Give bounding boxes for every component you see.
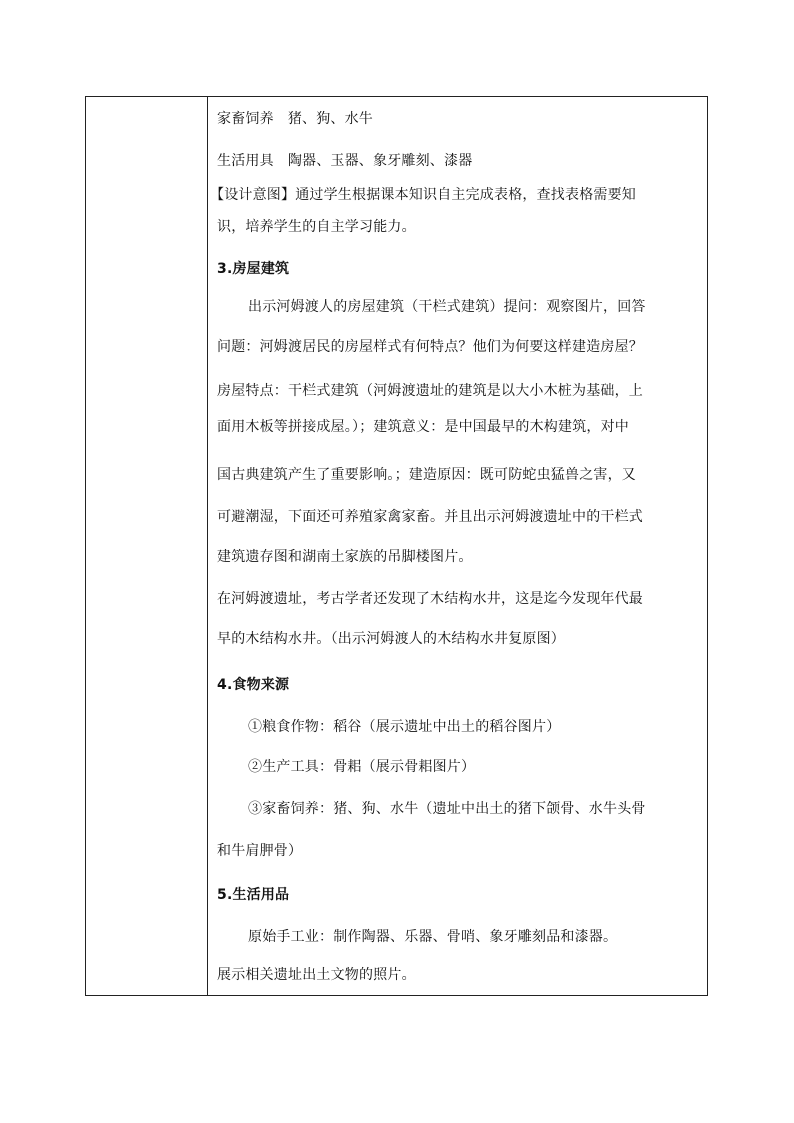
food-item-grain: ①粮食作物：稻谷（展示遗址中出土的稻谷图片） xyxy=(248,719,561,735)
food-item-livestock-line-2: 和牛肩胛骨） xyxy=(217,843,303,859)
housing-paragraph-2-line-3: 国古典建筑产生了重要影响。；建造原因：既可防蛇虫猛兽之害，又 xyxy=(217,467,636,483)
section-heading-food: 4.食物来源 xyxy=(217,677,290,693)
table-right-cell xyxy=(208,97,707,995)
table-left-cell xyxy=(86,97,208,995)
section-heading-daily-goods: 5.生活用品 xyxy=(217,887,290,903)
livestock-value: 猪、狗、水牛 xyxy=(287,111,374,127)
daily-tools-value: 陶器、玉器、象牙雕刻、漆器 xyxy=(287,153,473,169)
section-heading-housing: 3.房屋建筑 xyxy=(217,261,290,277)
housing-paragraph-1-line-2: 问题：河姆渡居民的房屋样式有何特点？他们为何要这样建造房屋？ xyxy=(217,339,643,355)
handicraft-line: 原始手工业：制作陶器、乐器、骨哨、象牙雕刻品和漆器。 xyxy=(248,929,618,945)
content-table xyxy=(85,96,708,996)
design-intent-line-1: 【设计意图】通过学生根据课本知识自主完成表格，查找表格需要知 xyxy=(210,187,636,203)
housing-paragraph-1-line-1: 出示河姆渡人的房屋建筑（干栏式建筑）提问：观察图片，回答 xyxy=(248,299,646,315)
daily-tools-row xyxy=(217,151,697,171)
food-item-livestock-line-1: ③家畜饲养：猪、狗、水牛（遗址中出土的猪下颌骨、水牛头骨 xyxy=(248,801,646,817)
well-paragraph-line-1: 在河姆渡遗址，考古学者还发现了木结构水井，这是迄今发现年代最 xyxy=(217,591,643,607)
daily-tools-label: 生活用具 xyxy=(217,153,274,169)
housing-paragraph-2-line-5: 建筑遗存图和湖南土家族的吊脚楼图片。 xyxy=(217,549,473,565)
livestock-row xyxy=(217,109,697,129)
housing-paragraph-2-line-4: 可避潮湿，下面还可养殖家禽家畜。并且出示河姆渡遗址中的干栏式 xyxy=(217,509,643,525)
well-paragraph-line-2: 早的木结构水井。（出示河姆渡人的木结构水井复原图） xyxy=(217,631,565,647)
design-intent-line-2: 识，培养学生的自主学习能力。 xyxy=(217,219,416,235)
housing-paragraph-2-line-2: 面用木板等拼接成屋。）；建筑意义：是中国最早的木构建筑，对中 xyxy=(217,419,629,435)
artifact-photos-line: 展示相关遗址出土文物的照片。 xyxy=(217,967,416,983)
housing-paragraph-2-line-1: 房屋特点：干栏式建筑（河姆渡遗址的建筑是以大小木桩为基础，上 xyxy=(217,383,643,399)
livestock-label: 家畜饲养 xyxy=(217,111,274,127)
food-item-tools: ②生产工具：骨耜（展示骨耜图片） xyxy=(248,759,476,775)
